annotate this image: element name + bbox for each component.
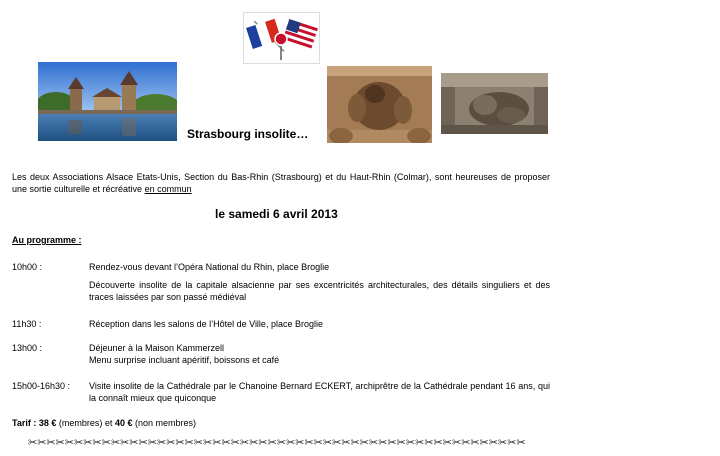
- schedule-time-3: 11h30 :: [12, 319, 42, 329]
- tarif-label: Tarif :: [12, 418, 37, 428]
- schedule-desc-2: Découverte insolite de la capitale alsacienne par ses excentricités architecturales, des détails singuliers et des traces laissées par son passé médiéval: [89, 280, 550, 302]
- event-date: le samedi 6 avril 2013: [215, 207, 338, 221]
- schedule-desc-1: Rendez-vous devant l’Opéra National du Rhin, place Broglie: [89, 262, 330, 272]
- crossed-flags-logo: [243, 12, 320, 64]
- carved-figure-photo: [327, 66, 432, 143]
- carved-gargoyle-photo: [441, 73, 548, 134]
- schedule-time-4: 13h00 :: [12, 343, 43, 353]
- intro-paragraph: [12, 171, 550, 195]
- schedule-desc-5: Visite insolite de la Cathédrale par le Chanoine Bernard ECKERT, archiprêtre de la Cathédrale pendant 16 ans, qui la connaît mieux que quiconque: [89, 381, 550, 403]
- schedule-time-5: 15h00-16h30 :: [12, 381, 71, 391]
- schedule-time-1: 10h00 :: [12, 262, 43, 272]
- intro-underlined-text: en commun: [144, 184, 192, 194]
- schedule-desc-4a: Déjeuner à la Maison Kammerzell: [89, 343, 225, 353]
- cut-line-scissors: ✂✂✂✂✂✂✂✂✂✂✂✂✂✂✂✂✂✂✂✂✂✂✂✂✂✂✂✂✂✂✂✂✂✂✂✂✂✂✂✂✂✂✂✂✂✂✂✂✂✂✂✂✂✂: [28, 437, 526, 449]
- member-price: 38 €: [38, 418, 57, 428]
- nonmember-label: (non membres): [134, 418, 197, 428]
- tarif-line: [12, 418, 196, 428]
- event-title: Strasbourg insolite…: [187, 127, 309, 141]
- intro-text: Les deux Associations Alsace Etats-Unis, Section du Bas-Rhin (Strasbourg) et du Haut-Rhin (Colmar), sont heureuses de proposer une sortie culturelle et récréative: [12, 172, 550, 194]
- member-label: (membres) et: [58, 418, 113, 428]
- program-heading: Au programme :: [12, 235, 82, 245]
- schedule-desc-4b: Menu surprise incluant apéritif, boissons et café: [89, 355, 280, 365]
- strasbourg-towers-photo: [38, 62, 177, 141]
- schedule-desc-3: Réception dans les salons de l’Hôtel de Ville, place Broglie: [89, 319, 323, 329]
- nonmember-price: 40 €: [114, 418, 133, 428]
